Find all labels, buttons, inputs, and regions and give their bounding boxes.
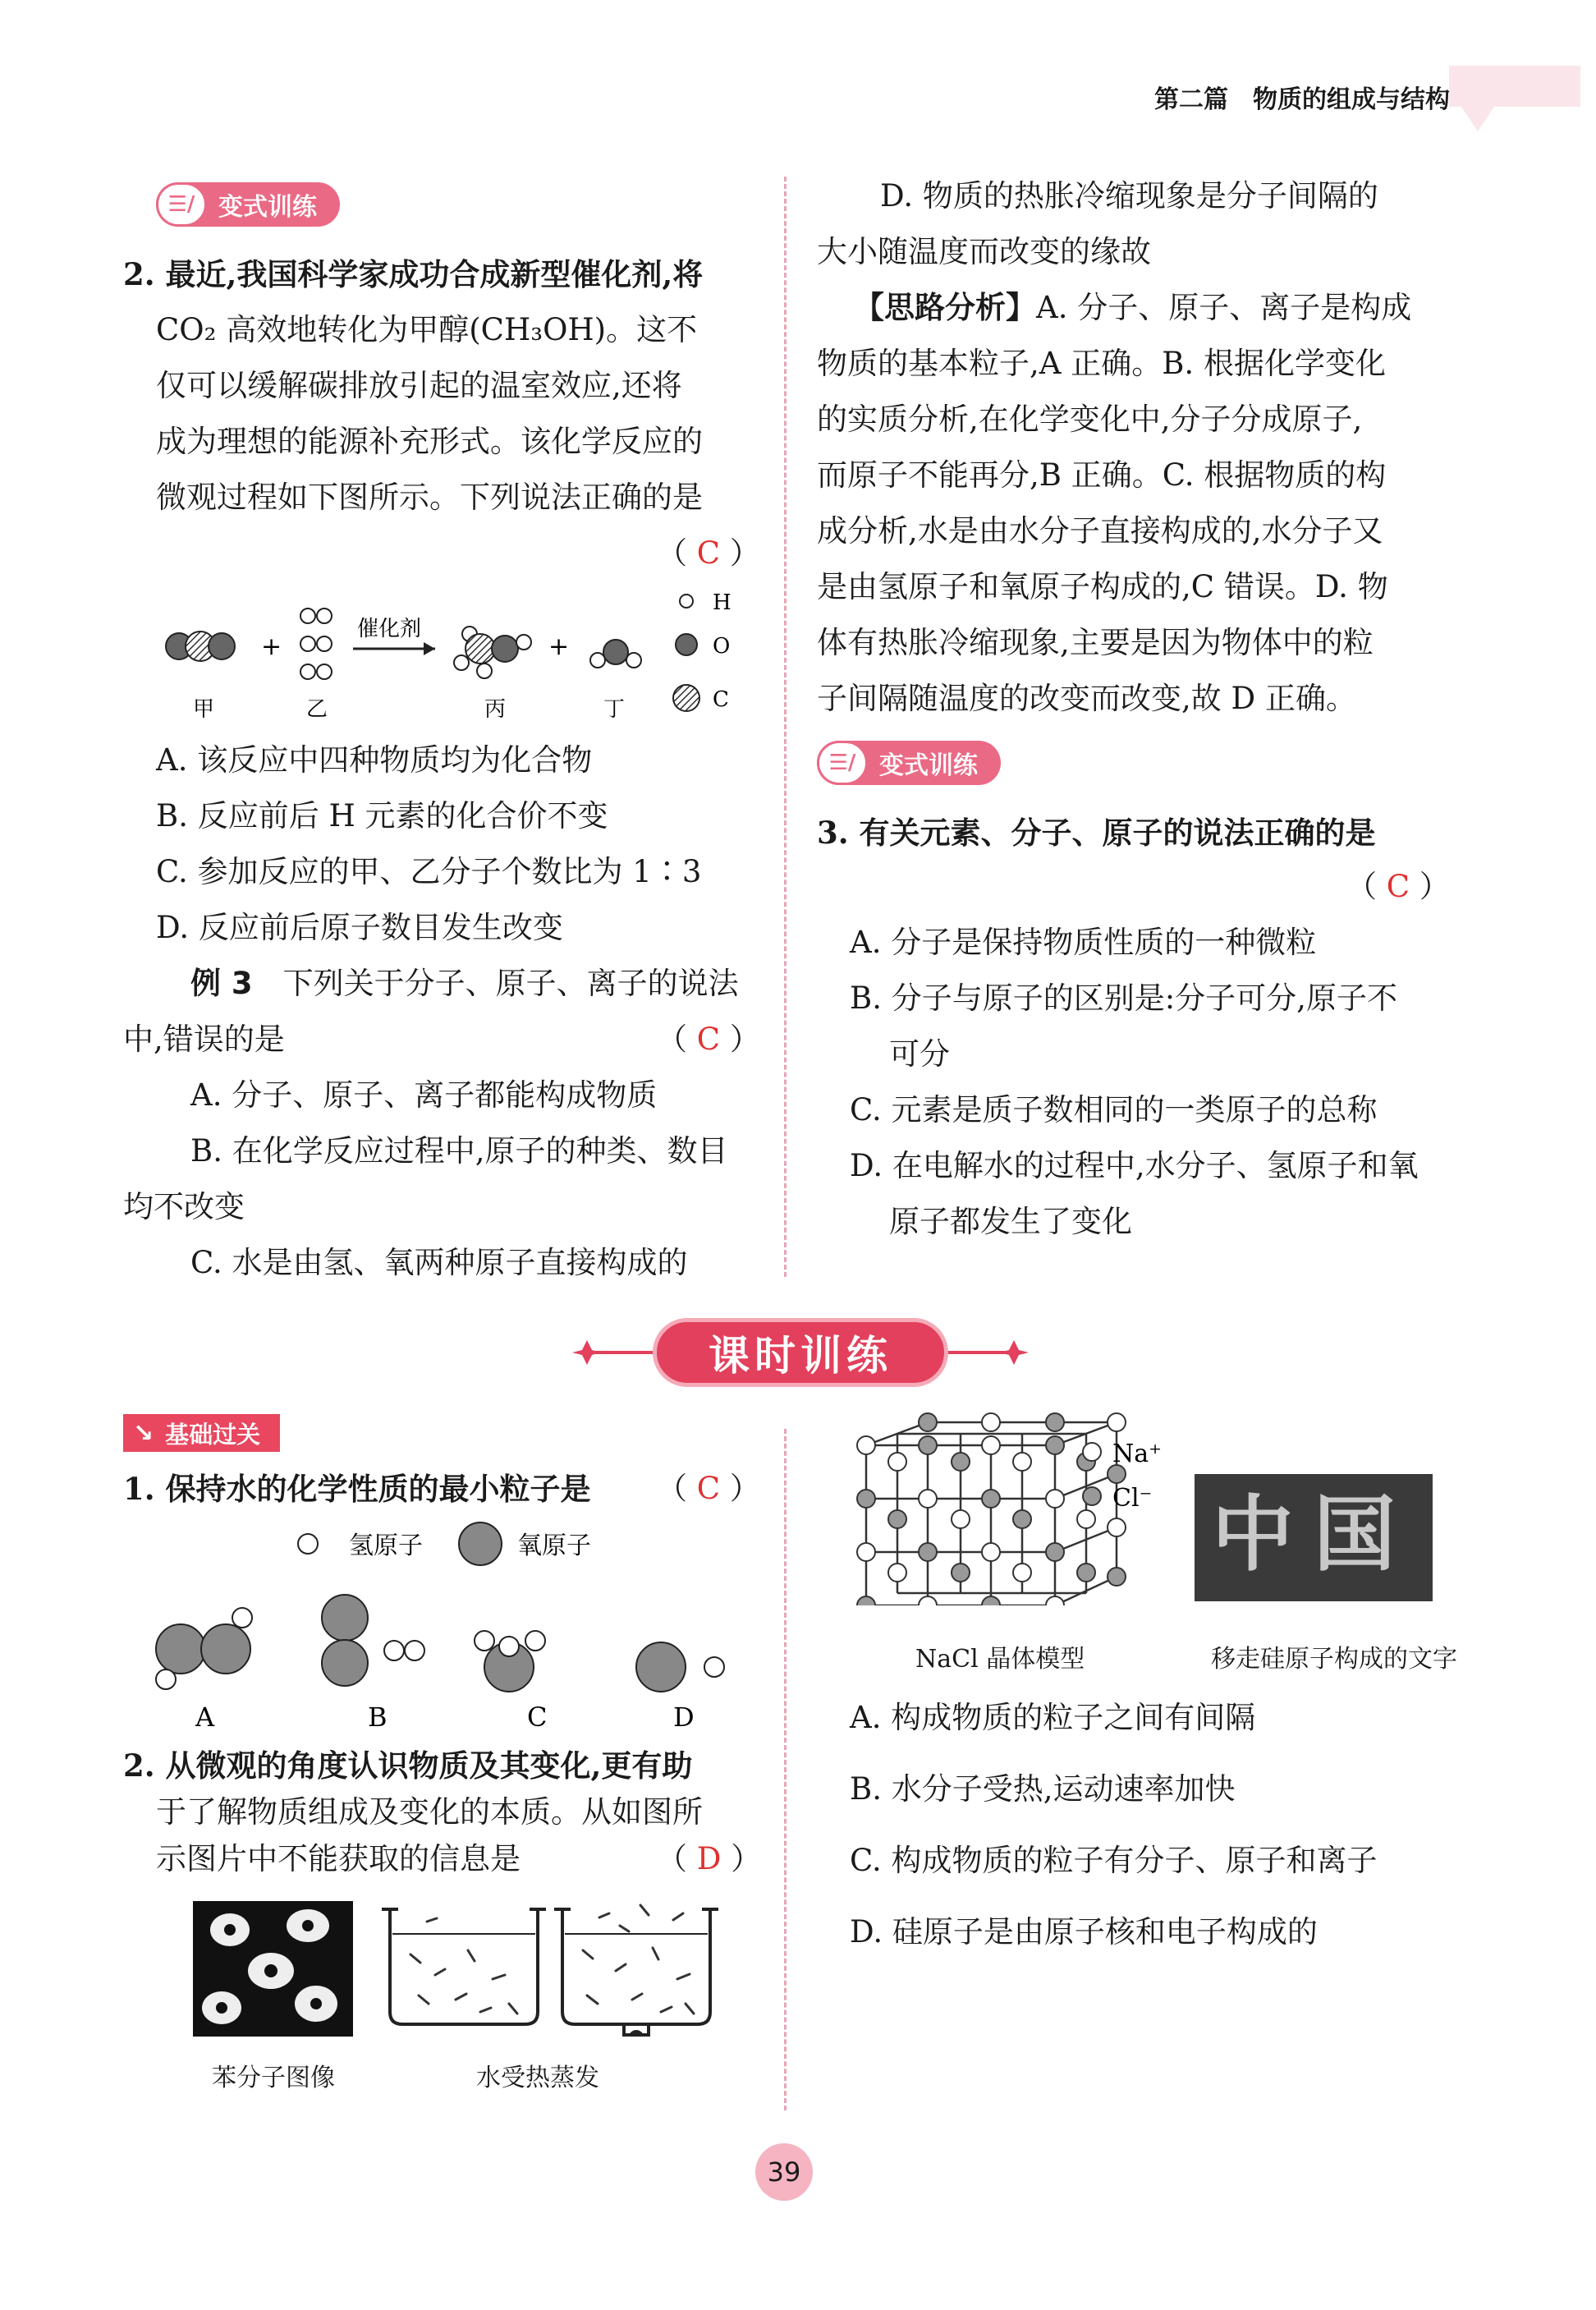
choice-b: B: [368, 1702, 388, 1733]
legend-o: O: [713, 634, 731, 659]
label-jia: 甲: [193, 697, 215, 722]
molecule-yi: [300, 608, 332, 679]
q3-option-b-cont: 可分: [889, 1036, 950, 1072]
analysis-line-3: 的实质分析,在化学变化中,分子分成原子,: [817, 402, 1363, 437]
arrow-down-right-icon: ↘: [133, 1418, 154, 1448]
legend-c: C: [713, 687, 729, 712]
ex3-answer-bracket: （ C ）: [657, 1022, 760, 1057]
q2-line-1: 2. 最近,我国科学家成功合成新型催化剂,将: [123, 256, 704, 292]
q2-option-c: C. 参加反应的甲、乙分子个数比为 1∶3: [156, 854, 702, 889]
b2-option-b: B. 水分子受热,运动速率加快: [850, 1771, 1236, 1807]
caption-benzene: 苯分子图像: [212, 2064, 335, 2092]
q3-answer-bracket: （ C ）: [1346, 869, 1450, 904]
photo-text: 中国: [1212, 1486, 1415, 1582]
q2-line-3: 仅可以缓解碳排放引起的温室效应,还将: [156, 368, 682, 403]
caption-nacl: NaCl 晶体模型: [915, 1645, 1085, 1674]
caption-evaporation: 水受热蒸发: [476, 2064, 599, 2092]
b2-line-3: 示图片中不能获取的信息是: [156, 1841, 521, 1876]
q3-answer: C: [1386, 869, 1410, 904]
page-number: 39: [755, 2143, 813, 2201]
page-header-title: 第二篇 物质的组成与结构: [1154, 85, 1450, 114]
molecule-bing: [454, 627, 531, 678]
b1-stem: 1. 保持水的化学性质的最小粒子是: [123, 1471, 591, 1507]
ex3-option-d: D. 物质的热胀冷缩现象是分子间隔的: [880, 178, 1378, 214]
header-decoration: [1445, 57, 1585, 131]
q2-line-5: 微观过程如下图所示。下列说法正确的是: [156, 480, 703, 515]
catalyst-label: 催化剂: [357, 617, 422, 641]
b2-option-a: A. 构成物质的粒子之间有间隔: [850, 1700, 1256, 1735]
legend-na: Na⁺: [1112, 1440, 1162, 1468]
q2-answer: C: [696, 535, 721, 571]
b2-answer-bracket: （ D ）: [657, 1841, 762, 1876]
ex3-line-1: 例 3 下列关于分子、原子、离子的说法: [190, 966, 739, 1001]
label-ding: 丁: [603, 697, 626, 722]
label-yi: 乙: [306, 697, 328, 722]
analysis-line-1: 【思路分析】A. 分子、原子、离子是构成: [854, 290, 1412, 325]
ion-legend: [1080, 1429, 1186, 1519]
analysis-line-2: 物质的基本粒子,A 正确。B. 根据化学变化: [817, 346, 1386, 381]
option-a-model: [156, 1608, 252, 1689]
label-bing: 丙: [484, 697, 507, 722]
ex3-option-a: A. 分子、原子、离子都能构成物质: [190, 1077, 658, 1113]
benzene-molecule-image: [193, 1901, 353, 2037]
analysis-line-7: 体有热胀冷缩现象,主要是因为物体中的粒: [817, 625, 1374, 660]
analysis-line-6: 是由氢原子和氧原子构成的,C 错误。D. 物: [817, 569, 1388, 604]
q2-option-b: B. 反应前后 H 元素的化合价不变: [156, 798, 608, 834]
b2-option-c: C. 构成物质的粒子有分子、原子和离子: [850, 1843, 1378, 1878]
b2-answer: D: [696, 1841, 722, 1876]
water-molecule-options: [148, 1511, 755, 1733]
option-b-model: [322, 1595, 424, 1686]
b2-option-d: D. 硅原子是由原子核和电子构成的: [850, 1914, 1318, 1949]
water-evaporation-image: [378, 1897, 722, 2041]
q3-option-c: C. 元素是质子数相同的一类原子的总称: [850, 1092, 1378, 1127]
q3-option-d-cont: 原子都发生了变化: [889, 1204, 1132, 1239]
ex3-option-b: B. 在化学反应过程中,原子的种类、数目: [190, 1133, 728, 1169]
q2-option-a: A. 该反应中四种物质均为化合物: [156, 742, 593, 778]
edit-list-icon: ☰/: [156, 182, 207, 227]
analysis-line-5: 成分析,水是由水分子直接构成的,水分子又: [817, 513, 1383, 549]
molecule-jia: [166, 631, 235, 661]
q2-line-4: 成为理想的能源补充形式。该化学反应的: [156, 424, 703, 459]
lesson-training-banner: [571, 1307, 1030, 1398]
ex3-line-2: 中,错误的是: [123, 1022, 285, 1057]
b2-line-1: 2. 从微观的角度认识物质及其变化,更有助: [123, 1747, 693, 1784]
plus-2: +: [548, 632, 570, 661]
b1-answer: C: [696, 1471, 721, 1506]
q3-option-d: D. 在电解水的过程中,水分子、氢原子和氧: [850, 1148, 1419, 1183]
option-c-model: [475, 1631, 545, 1692]
q2-answer-bracket: （ C ）: [657, 535, 760, 571]
b1-answer-bracket: （ C ）: [657, 1471, 760, 1506]
ex3-option-b-cont: 均不改变: [123, 1189, 245, 1224]
ex3-answer: C: [696, 1022, 721, 1057]
legend-oxygen: 氧原子: [517, 1532, 591, 1560]
b2-line-2: 于了解物质组成及变化的本质。从如图所: [156, 1794, 703, 1830]
basic-pass-tag: ↘ 基础过关: [123, 1414, 280, 1452]
variant-training-tag: ☰/ 变式训练: [156, 182, 340, 227]
variant-training-tag-2: ☰/ 变式训练: [817, 741, 1001, 785]
edit-list-icon: ☰/: [817, 741, 868, 785]
banner-title: 课时训练: [653, 1318, 948, 1387]
column-divider-bottom: [784, 1429, 787, 2110]
choice-c: C: [527, 1702, 548, 1733]
molecule-ding: [590, 640, 641, 668]
reaction-diagram: [156, 585, 755, 732]
q3-option-b: B. 分子与原子的区别是:分子可分,原子不: [850, 980, 1397, 1016]
q3-stem: 3. 有关元素、分子、原子的说法正确的是: [817, 815, 1376, 851]
legend-hydrogen: 氢原子: [349, 1532, 423, 1560]
q2-line-2: CO₂ 高效地转化为甲醇(CH₃OH)。这不: [156, 312, 698, 347]
legend-cl: Cl⁻: [1112, 1484, 1153, 1513]
q3-option-a: A. 分子是保持物质性质的一种微粒: [850, 925, 1317, 960]
q2-option-d: D. 反应前后原子数目发生改变: [156, 910, 563, 945]
choice-d: D: [673, 1702, 695, 1733]
ex3-option-d-cont: 大小随温度而改变的缘故: [817, 234, 1151, 269]
legend-h: H: [713, 590, 732, 615]
analysis-line-4: 而原子不能再分,B 正确。C. 根据物质的构: [817, 457, 1387, 493]
plus-1: +: [261, 632, 282, 661]
column-divider-top: [784, 177, 787, 1277]
ex3-option-c: C. 水是由氢、氧两种原子直接构成的: [190, 1245, 688, 1280]
option-d-model: [636, 1642, 724, 1692]
analysis-line-8: 子间隔随温度的改变而改变,故 D 正确。: [817, 681, 1356, 716]
silicon-atoms-photo: [1195, 1474, 1433, 1601]
caption-silicon: 移走硅原子构成的文字: [1211, 1645, 1457, 1674]
choice-a: A: [195, 1702, 215, 1733]
